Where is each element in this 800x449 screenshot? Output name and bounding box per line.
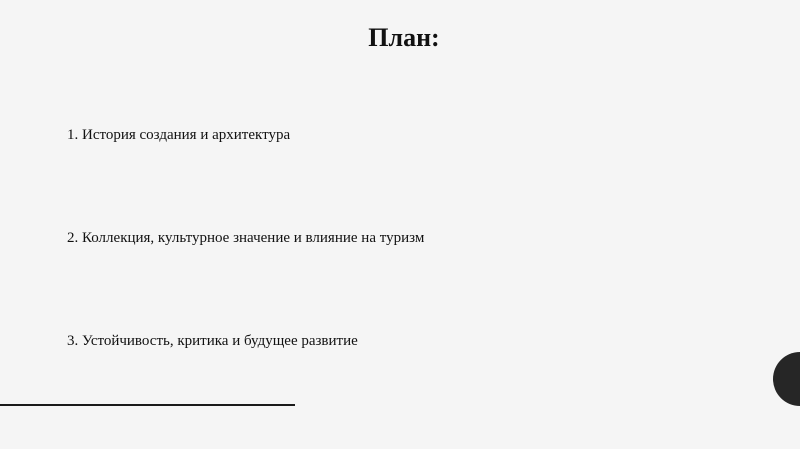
decorative-underline — [0, 404, 295, 406]
slide-title: План: — [368, 23, 440, 52]
plan-item-1: 1. История создания и архитектура — [67, 127, 291, 143]
plan-item-2: 2. Коллекция, культурное значение и влияние на туризм — [67, 230, 425, 246]
plan-item-3: 3. Устойчивость, критика и будущее развитие — [67, 333, 358, 349]
decorative-circle — [773, 352, 800, 406]
